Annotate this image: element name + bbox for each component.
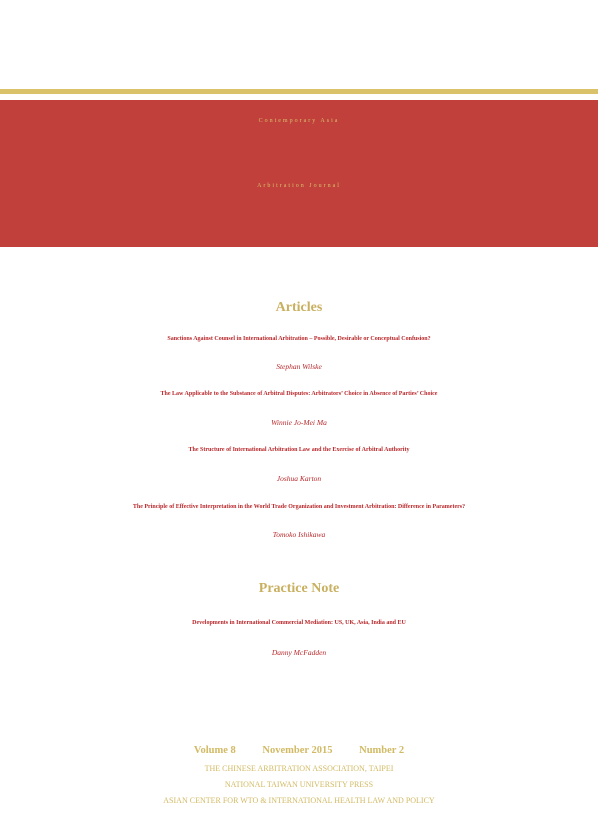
article-title: Sanctions Against Counsel in International Arbitration – Possible, Desirable or Conceptual Confusion?: [167, 336, 431, 342]
article-author: Danny McFadden: [271, 648, 327, 657]
issue-volume: Volume 8: [193, 745, 236, 756]
publisher-line: THE CHINESE ARBITRATION ASSOCIATION, TAIPEI: [204, 764, 394, 773]
article-author: Winnie Jo-Mei Ma: [271, 418, 327, 427]
article-author: Joshua Karton: [276, 474, 322, 483]
journal-title-line-1: Contemporary Asia: [258, 118, 340, 124]
article-author: Tomoko Ishikawa: [272, 530, 326, 539]
article-title: The Law Applicable to the Substance of Arbitral Disputes: Arbitrators’ Choice in Absence of Parties’ Choice: [160, 391, 438, 397]
journal-title-line-2: Arbitration Journal: [257, 183, 341, 189]
article-title: The Structure of International Arbitration Law and the Exercise of Arbitral Authority: [188, 447, 410, 453]
issue-info: [0, 745, 598, 756]
publisher-line: ASIAN CENTER FOR WTO & INTERNATIONAL HEALTH LAW AND POLICY: [163, 796, 435, 805]
section-heading-articles: Articles: [275, 300, 323, 315]
article-author: Stephan Wilske: [276, 362, 322, 371]
article-title: Developments in International Commercial Mediation: US, UK, Asia, India and EU: [192, 620, 406, 626]
top-gold-rule: [0, 89, 598, 94]
section-heading-practice-note: Practice Note: [258, 581, 340, 596]
article-title: The Principle of Effective Interpretation in the World Trade Organization and Investment Arbitration: Difference in Parameters?: [132, 504, 466, 510]
publisher-line: NATIONAL TAIWAN UNIVERSITY PRESS: [224, 780, 374, 789]
issue-number: Number 2: [359, 745, 405, 756]
issue-date: November 2015: [262, 745, 333, 756]
